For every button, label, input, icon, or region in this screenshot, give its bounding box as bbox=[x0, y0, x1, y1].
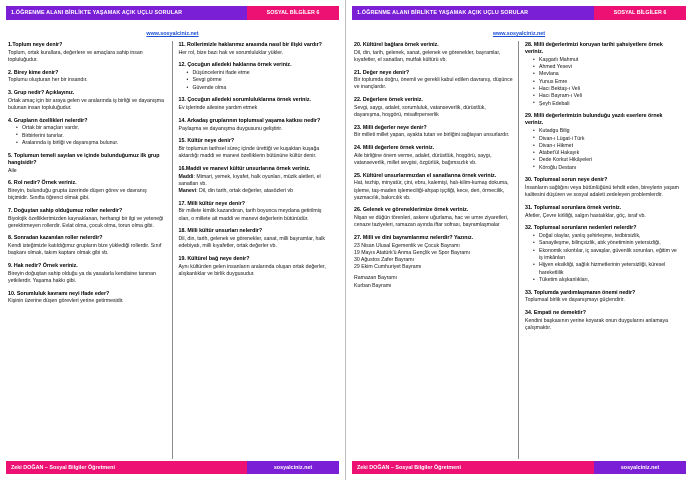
question-title: 26. Gelenek ve göreneklerimize örnek veriniz. bbox=[354, 207, 469, 214]
question-title: 31. Toplumsal sorunlara örnek veriniz. bbox=[525, 204, 622, 211]
page-2-columns bbox=[352, 41, 686, 459]
list-item: • Ahmed Yesevi bbox=[534, 64, 681, 71]
page-1-column-1 bbox=[6, 41, 173, 459]
question-answer-line: 30 Ağustos Zafer Bayramı bbox=[354, 257, 414, 264]
banner-subject: SOSYAL BİLGİLER 6 bbox=[247, 6, 339, 20]
question-6 bbox=[8, 180, 167, 202]
list-item: • Sanayileşme, bilinçsizlik, atık yönetiminin yetersizliği, bbox=[534, 240, 681, 247]
list-item: • Düşüncelerini ifade etme bbox=[188, 70, 335, 77]
question-answer: Hat, tezhip, minyatür, çini, ebru, kalemişi, halı-kilim-kumaş dokuma, işleme, taş-maden işlemeciliği-ahşap işçiliği, kece, deri, örmecilik, yazmacılık, bakırcılık vb. bbox=[354, 180, 509, 201]
footer-site[interactable]: sosyalciniz.net bbox=[247, 461, 339, 474]
page-1-site-line bbox=[0, 22, 345, 40]
question-title: 21. Değer neye denir? bbox=[354, 69, 410, 76]
question-34 bbox=[525, 310, 681, 332]
question-title: 19. Kültürel bağ neye denir? bbox=[178, 255, 250, 262]
question-answer: Paylaşma ve dayanışma duygusunu geliştirir. bbox=[178, 125, 283, 132]
question-title: 20. Kültürel bağlara örnek veriniz. bbox=[354, 42, 439, 48]
question-8 bbox=[8, 235, 167, 257]
question-answer: Ortak amaç için bir araya gelen ve aralarında iş birliği ve dayanışma bulunan insan topluluğudur. bbox=[8, 97, 164, 111]
question-30 bbox=[525, 177, 681, 199]
question-17 bbox=[179, 201, 335, 223]
spiritual-label: Manevi bbox=[178, 187, 197, 194]
question-21 bbox=[354, 70, 513, 92]
question-20 bbox=[354, 42, 513, 64]
question-title: 4. Grupların özellikleri nelerdir? bbox=[8, 117, 88, 124]
site-url-link[interactable]: www.sosyalciniz.net bbox=[492, 31, 546, 37]
question-answer-material bbox=[179, 174, 335, 188]
page-1-footer-banner bbox=[6, 461, 339, 474]
list-item: • Divan-ı Hikmet bbox=[534, 143, 681, 150]
question-11 bbox=[179, 42, 335, 57]
list-item: • Doğal olaylar, yanlış şehirleşme, tedbirsizlik, bbox=[534, 233, 681, 240]
question-answer: Kendi isteğimizle katıldığımız grupların bize yüklediği rollerdir. Sınıf başkanı olmak, takım kaptanı olmak gibi vb. bbox=[8, 243, 162, 257]
list-item: • Atabet'ül Hakayık bbox=[534, 150, 681, 157]
question-22 bbox=[354, 97, 513, 119]
question-5 bbox=[8, 153, 167, 175]
list-item: • Hijyen eksikliği, sağlık hizmetlerinin yetersizliği, küresel hareketlilik bbox=[534, 262, 681, 277]
question-19 bbox=[179, 256, 335, 278]
question-title: 30. Toplumsal sorun neye denir? bbox=[525, 177, 608, 184]
question-25 bbox=[354, 173, 513, 202]
question-bullet-list bbox=[525, 57, 681, 108]
question-title: 27. Milli ve dini bayramlarımız nelerdir? Yazınız. bbox=[354, 235, 474, 242]
question-answer-line: Kurban Bayramı bbox=[354, 282, 392, 289]
question-title: 1.Toplum neye denir? bbox=[8, 42, 63, 48]
question-31 bbox=[525, 205, 681, 220]
question-answer: Ev işlerinde ailesine yardım etmek bbox=[178, 105, 258, 112]
question-33 bbox=[525, 290, 681, 305]
question-32 bbox=[525, 225, 681, 284]
banner-subject: SOSYAL BİLGİLER 6 bbox=[594, 6, 686, 20]
question-title: 9. Hak nedir? Örnek veriniz. bbox=[8, 262, 78, 269]
question-answer-line: 29 Ekim Cumhuriyet Bayramı bbox=[354, 264, 422, 271]
question-answer: Bir toplumda doğru, önemli ve gerekli kabul edilen davranış, düşünce ve inançlardır. bbox=[354, 77, 513, 91]
question-answer-line: Ramazan Bayramı bbox=[354, 275, 397, 282]
question-title: 33. Toplumda yardımlaşmanın önemi nedir? bbox=[525, 289, 636, 296]
question-answer: Dil, din, tarih, gelenek ve görenekler, sanat, milli bayramlar, halk edebiyatı, milli kıyafetler, ortak değerler vb. bbox=[178, 235, 325, 250]
question-title: 34. Empati ne demektir? bbox=[525, 310, 586, 316]
question-23 bbox=[354, 125, 513, 140]
page-2-footer-banner bbox=[352, 461, 686, 474]
question-2 bbox=[8, 70, 167, 85]
question-bullet-list bbox=[179, 70, 335, 92]
question-answer-spiritual bbox=[179, 188, 335, 195]
question-title: 6. Rol nedir? Örnek veriniz. bbox=[8, 180, 77, 187]
question-answer: İnsanların sağlığını veya bütünlüğünü tehdit eden, bireylerin yaşam kalitesini düşüren ve sosyal adaleti zedeleyen problemlerdir. bbox=[525, 185, 679, 199]
question-title: 5. Toplumun temeli sayılan ve içinde bulunduğumuz ilk grup hangisidir? bbox=[8, 152, 160, 166]
question-4 bbox=[8, 118, 167, 148]
question-title: 15. Kültür neye denir? bbox=[178, 138, 235, 145]
page-2-column-1 bbox=[352, 41, 519, 459]
list-item: • Kutadgu Bilig bbox=[534, 128, 681, 135]
question-answer: Dil, din, tarih, gelenek, sanat, gelenek ve görenekler, bayramlar, kıyafetler, el sanatları, mutfak kültürü vb. bbox=[354, 49, 501, 63]
question-answer: Aile bbox=[8, 167, 17, 174]
list-item: • Hacı Bayram-ı Veli bbox=[534, 93, 681, 100]
question-title: 2. Birey kime denir? bbox=[8, 69, 59, 76]
question-7 bbox=[8, 208, 167, 230]
question-answer: Bireyin, bulunduğu grupta üzerinde düşen görev ve davranış biçimidir. Sınıfta öğrenci olmak gibi. bbox=[8, 187, 147, 202]
question-title: 23. Milli değerler neye denir? bbox=[354, 124, 427, 131]
worksheet-page-2 bbox=[346, 0, 692, 480]
question-28 bbox=[525, 42, 681, 108]
footer-site[interactable]: sosyalciniz.net bbox=[594, 461, 686, 474]
site-url-link[interactable]: www.sosyalciniz.net bbox=[146, 31, 199, 37]
question-answer: Bireyin doğuştan sahip olduğu ya da yasalarla kendisine tanınan yetkilerdir. Yaşama hakkı gibi. bbox=[8, 270, 156, 284]
list-item: • Sevgi görme bbox=[188, 77, 335, 84]
question-title: 18. Milli kültür unsurları nelerdir? bbox=[178, 228, 263, 235]
material-text: : Mimari, yemek, kıyafet, halk oyunları, müzik aletleri, el sanatları vb. bbox=[178, 173, 321, 187]
question-answer: Kendini başkasının yerine koyarak onun duygularını anlamaya çalışmaktır. bbox=[525, 317, 669, 331]
question-title: 32. Toplumsal sorunların nedenleri nelerdir? bbox=[525, 225, 637, 232]
question-answer: Toplumu oluşturan her bir insandır. bbox=[8, 77, 88, 84]
banner-title: 1.ÖĞRENME ALANI BİRLİKTE YAŞAMAK AÇIK UÇLU SORULAR bbox=[6, 6, 247, 20]
question-title: 25. Kültürel unsurlarımızdan el sanatlarına örnek veriniz. bbox=[354, 172, 497, 179]
question-answer-line: 23 Nisan Ulusal Egemenlik ve Çocuk Bayramı bbox=[354, 242, 460, 249]
question-answer: Toplum, ortak kurallara, değerlere ve amaçlara sahip insan topluluğudur. bbox=[8, 49, 143, 63]
question-answer: Afetler, Çevre kirliliği, salgın hastalıklar, göç, israf vb. bbox=[525, 212, 646, 219]
question-answer: Sevgi, saygı, adalet, sorumluluk, vatanseverlik, dürüstlük, dayanışma, hoşgörü, misafirperverlik bbox=[354, 104, 486, 119]
question-title: 13. Çocuğun ailedeki sorumluluklarına örnek veriniz. bbox=[178, 97, 311, 104]
footer-author: Zeki DOĞAN – Sosyal Bilgiler Öğretmeni bbox=[352, 461, 594, 474]
question-16 bbox=[179, 166, 335, 195]
question-12 bbox=[179, 62, 335, 92]
question-answer: Kişinin üzerine düşen görevleri yerine getirmesidir. bbox=[8, 298, 124, 305]
question-18 bbox=[179, 228, 335, 250]
list-item: • Yunus Emre bbox=[534, 79, 681, 86]
page-1-header-banner bbox=[6, 6, 339, 20]
page-2-header-banner bbox=[352, 6, 686, 20]
question-title: 16.Maddi ve manevi kültür unsurlarına örnek veriniz. bbox=[178, 165, 311, 172]
list-item: • Ekonomik sıkıntılar, iç savaşlar, güvenlik sorunları, eğitim ve iş imkânları bbox=[534, 248, 681, 263]
question-answer: Biyolojik özelliklerimizden kaynaklanan, herhangi bir ilgi ve yeteneği gerektirmeyen rollerdir. Evlat olma, çocuk olma, torun olma gibi. bbox=[8, 215, 164, 229]
list-item: • Kaşgarlı Mahmut bbox=[534, 57, 681, 64]
question-14 bbox=[179, 118, 335, 133]
page-1-column-2 bbox=[173, 41, 340, 459]
footer-author: Zeki DOĞAN – Sosyal Bilgiler Öğretmeni bbox=[6, 461, 247, 474]
list-item: • Hacı Bektaş-ı Veli bbox=[534, 86, 681, 93]
question-title: 12. Çocuğun ailedeki haklarına örnek veriniz. bbox=[178, 62, 292, 69]
question-title: 29. Milli değerlerimizin bulunduğu yazılı eserlere örnek veriniz. bbox=[525, 113, 663, 127]
list-item: • Tüketim alışkanlıkları, bbox=[534, 277, 681, 284]
question-answer: Bir milleti millet yapan, ayakta tutan ve birliğini sağlayan unsurlardır. bbox=[354, 132, 510, 139]
list-item: • Mevlana bbox=[534, 71, 681, 78]
list-item: • Güvende olma bbox=[188, 85, 335, 92]
question-title: 22. Değerlere örnek veriniz. bbox=[354, 97, 423, 104]
question-answer: Bir millete kimlik kazandıran, tarih boyunca meydana getirilmiş olan, o millete ait maddi ve manevi değerlerin bütünüdür. bbox=[178, 208, 322, 222]
question-1 bbox=[8, 42, 167, 64]
question-24 bbox=[354, 145, 513, 167]
banner-title: 1.ÖĞRENME ALANI BİRLİKTE YAŞAMAK AÇIK UÇLU SORULAR bbox=[352, 6, 594, 20]
question-bullet-list bbox=[525, 233, 681, 284]
list-item: • Birbirlerini tanırlar. bbox=[17, 133, 167, 140]
list-item: • Aralarında iş birliği ve dayanışma bulunur. bbox=[17, 140, 167, 147]
page-2-column-2 bbox=[519, 41, 686, 459]
question-answer: Her rol, bize bazı hak ve sorumluluklar yükler. bbox=[178, 49, 284, 56]
question-answer: Aile birliğine önem verme, adalet, dürüstlük, hoşgörü, saygı, vatanseverlik, millet sevgisi, özgürlük, bağımsızlık vb. bbox=[354, 152, 492, 167]
question-answer: Aynı kültürden gelen insanların aralarında oluşan ortak değerler, alışkanlıklar ve birlik duygusudur. bbox=[178, 263, 326, 277]
question-answer: Nişan ve düğün törenleri, askere uğurlama, hac ve umre ziyaretleri, cenaze taziyeleri, ramazan ayında iftar sofrası, bayramlaşmalar bbox=[354, 215, 509, 229]
question-15 bbox=[179, 138, 335, 160]
question-answer-line: 19 Mayıs Atatürk'ü Anma Gençlik ve Spor Bayramı bbox=[354, 249, 471, 256]
question-title: 24. Milli değerlere örnek veriniz. bbox=[354, 145, 435, 152]
question-title: 3. Grup nedir? Açıklayınız. bbox=[8, 89, 75, 96]
question-title: 28. Milli değerlerimizi koruyan tarihi şahsiyetlere örnek veriniz. bbox=[525, 42, 663, 56]
list-item: • Dede Korkut Hikâyeleri bbox=[534, 157, 681, 164]
list-item: • Köroğlu Destanı bbox=[534, 165, 681, 172]
question-27 bbox=[354, 235, 513, 290]
spiritual-text: : Dil, din tarih, ortak değerler, atasözleri vb bbox=[196, 187, 293, 194]
question-3 bbox=[8, 90, 167, 112]
question-26 bbox=[354, 207, 513, 229]
question-title: 8. Sonradan kazanılan roller nelerdir? bbox=[8, 235, 103, 242]
question-title: 10. Sorumluluk kavramı neyi ifade eder? bbox=[8, 290, 110, 297]
page-1-columns bbox=[6, 41, 339, 459]
question-10 bbox=[8, 291, 167, 306]
list-item: • Ortak bir amaçları vardır. bbox=[17, 125, 167, 132]
question-answer: Bir toplumun tarihsel süreç içinde ürettiği ve kuşaktan kuşağa aktardığı maddi ve manevi özelliklerin bütününe kültür denir. bbox=[178, 146, 320, 160]
question-title: 14. Arkadaş gruplarının toplumsal yaşama katkısı nedir? bbox=[178, 117, 321, 124]
question-title: 11. Rollerimizle haklarımız arasında nasıl bir ilişki vardır? bbox=[178, 42, 322, 48]
question-13 bbox=[179, 97, 335, 112]
question-title: 7. Doğuştan sahip olduğumuz roller nelerdir? bbox=[8, 207, 123, 214]
question-bullet-list bbox=[8, 125, 167, 147]
question-bullet-list bbox=[525, 128, 681, 172]
question-29 bbox=[525, 113, 681, 172]
list-item: • Şeyh Edebali bbox=[534, 101, 681, 108]
list-item: • Divan-ı Lügat-i Türk bbox=[534, 136, 681, 143]
question-9 bbox=[8, 263, 167, 285]
question-title: 17. Milli kültür neye denir? bbox=[178, 200, 246, 207]
page-2-site-line bbox=[346, 22, 692, 40]
question-answer: Toplumsal birlik ve dayanışmayı güçlendirir. bbox=[525, 297, 625, 304]
material-label: Maddi bbox=[178, 173, 194, 180]
